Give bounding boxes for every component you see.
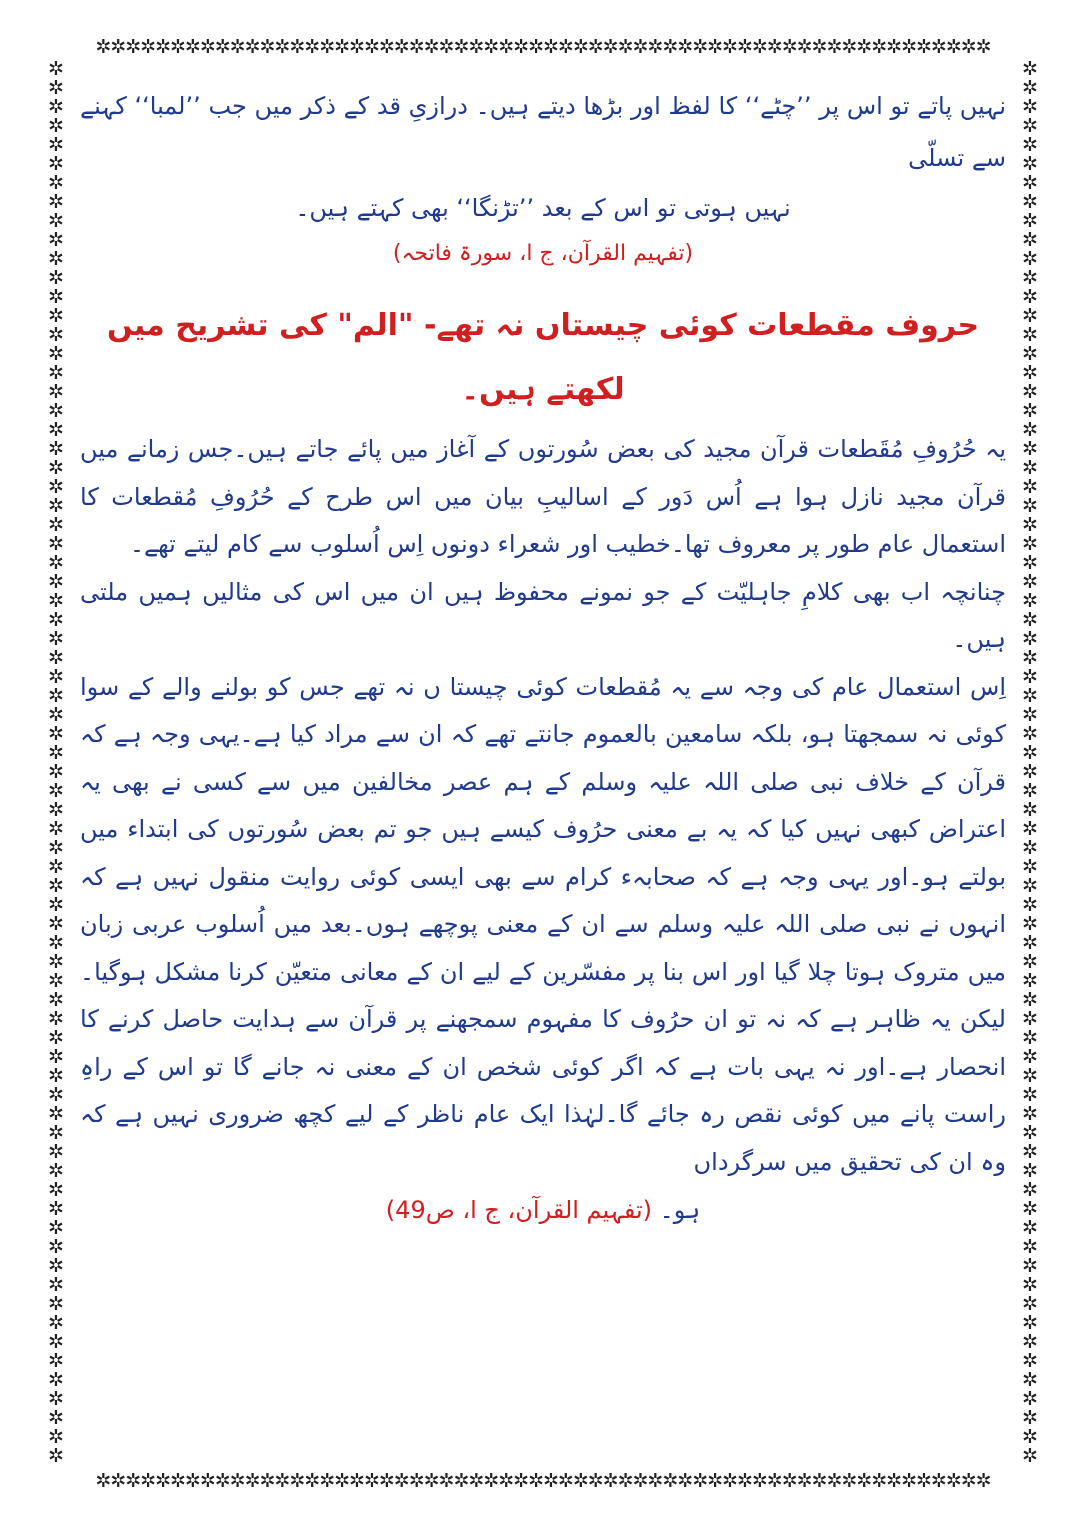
paragraph-1: یہ حُرُوفِ مُقَطعات قرآن مجید کی بعض سُورتوں کے آغاز میں پائے جاتے ہیں۔جس زمانے میں قرآن مجید نازل ہوا ہے اُس دَور کے اسالیبِ بیان میں اس طرح کے حُرُوفِ مُقطعات کا استعمال عام طور پر معروف تھا۔خطیب اور شعراء دونوں اِس اُسلوب سے کام لیتے تھے۔	[80, 435, 1006, 558]
intro-line-1: نہیں پاتے تو اس پر ’’چٹے‘‘ کا لفظ اور بڑھا دیتے ہیں۔ درازیِ قد کے ذکر میں جب ’’لمبا‘‘ کہنے سے تسلّی	[80, 92, 1006, 172]
left-border-ornament: ✲✲✲✲✲✲✲✲✲✲✲✲✲✲✲✲✲✲✲✲✲✲✲✲✲✲✲✲✲✲✲✲✲✲✲✲✲✲✲✲✲✲✲✲✲✲✲✲✲✲✲✲✲✲✲✲✲✲✲✲✲✲✲✲✲✲✲✲✲✲✲✲✲✲	[48, 60, 64, 1467]
intro-line-2: نہیں ہوتی تو اس کے بعد ’’تڑنگا‘‘ بھی کہتے ہیں۔	[295, 194, 791, 222]
closing-reference: (تفہیم القرآن، ج ا، ص49)	[385, 1196, 653, 1224]
paragraph-2: چنانچہ اب بھی کلامِ جاہلیّت کے جو نمونے محفوظ ہیں ان میں اس کی مثالیں ہمیں ملتی ہیں۔	[80, 577, 1006, 653]
paragraph-3: اِس استعمال عام کی وجہ سے یہ مُقطعات کوئی چیستا ں نہ تھے جس کو بولنے والے کے سوا کوئی نہ سمجھتا ہو، بلکہ سامعین بالعموم جانتے تھے کہ ان سے مراد کیا ہے۔یہی وجہ ہے کہ قرآن کے خلاف نبی صلی اللہ علیہ وسلم کے ہم عصر مخالفین میں سے کسی نے بھی یہ اعتراض کبھی نہیں کیا کہ یہ بے معنی حرُوف کیسے ہیں جو تم بعض سُورتوں کی ابتداء میں بولتے ہو۔اور یہی وجہ ہے کہ صحابہء کرام سے بھی ایسی کوئی روایت منقول نہیں ہے کہ انہوں نے نبی صلی اللہ علیہ وسلم سے ان کے معنی پوچھے ہوں۔بعد میں اُسلوب عربی زبان میں متروک ہوتا چلا گیا اور اس بنا پر مفسّرین کے لیے ان کے معانی متعیّن کرنا مشکل ہوگیا۔لیکن یہ ظاہر ہے کہ نہ تو ان حرُوف کا مفہوم سمجھنے پر قرآن سے ہدایت حاصل کرنے کا انحصار ہے۔اور نہ یہی بات ہے کہ اگر کوئی شخص ان کے معنی نہ جانے گا تو اس کے راہِ راست پانے میں کوئی نقص رہ جائے گا۔لہٰذا ایک عام ناظر کے لیے کچھ ضروری نہیں ہے کہ وہ ان کی تحقیق میں سرگرداں	[80, 672, 1006, 1176]
bottom-border-ornament: ✲✲✲✲✲✲✲✲✲✲✲✲✲✲✲✲✲✲✲✲✲✲✲✲✲✲✲✲✲✲✲✲✲✲✲✲✲✲✲✲✲✲✲✲✲✲✲✲✲✲✲✲✲✲✲✲✲✲✲✲	[95, 1470, 991, 1492]
closing-line	[80, 1186, 1006, 1234]
intro-reference: (تفہیم القرآن، ج ا، سورۃ فاتحہ)	[392, 241, 694, 266]
top-border-ornament: ✲✲✲✲✲✲✲✲✲✲✲✲✲✲✲✲✲✲✲✲✲✲✲✲✲✲✲✲✲✲✲✲✲✲✲✲✲✲✲✲✲✲✲✲✲✲✲✲✲✲✲✲✲✲✲✲✲✲✲✲	[95, 36, 991, 58]
right-border-ornament: ✲✲✲✲✲✲✲✲✲✲✲✲✲✲✲✲✲✲✲✲✲✲✲✲✲✲✲✲✲✲✲✲✲✲✲✲✲✲✲✲✲✲✲✲✲✲✲✲✲✲✲✲✲✲✲✲✲✲✲✲✲✲✲✲✲✲✲✲✲✲✲✲✲✲	[1022, 60, 1038, 1467]
page-content	[80, 80, 1006, 1234]
section-heading: حروف مقطعات کوئی چیستاں نہ تھے- "الم" کی تشریح میں لکھتے ہیں۔	[106, 308, 980, 407]
closing-text: ہو۔	[659, 1196, 701, 1224]
